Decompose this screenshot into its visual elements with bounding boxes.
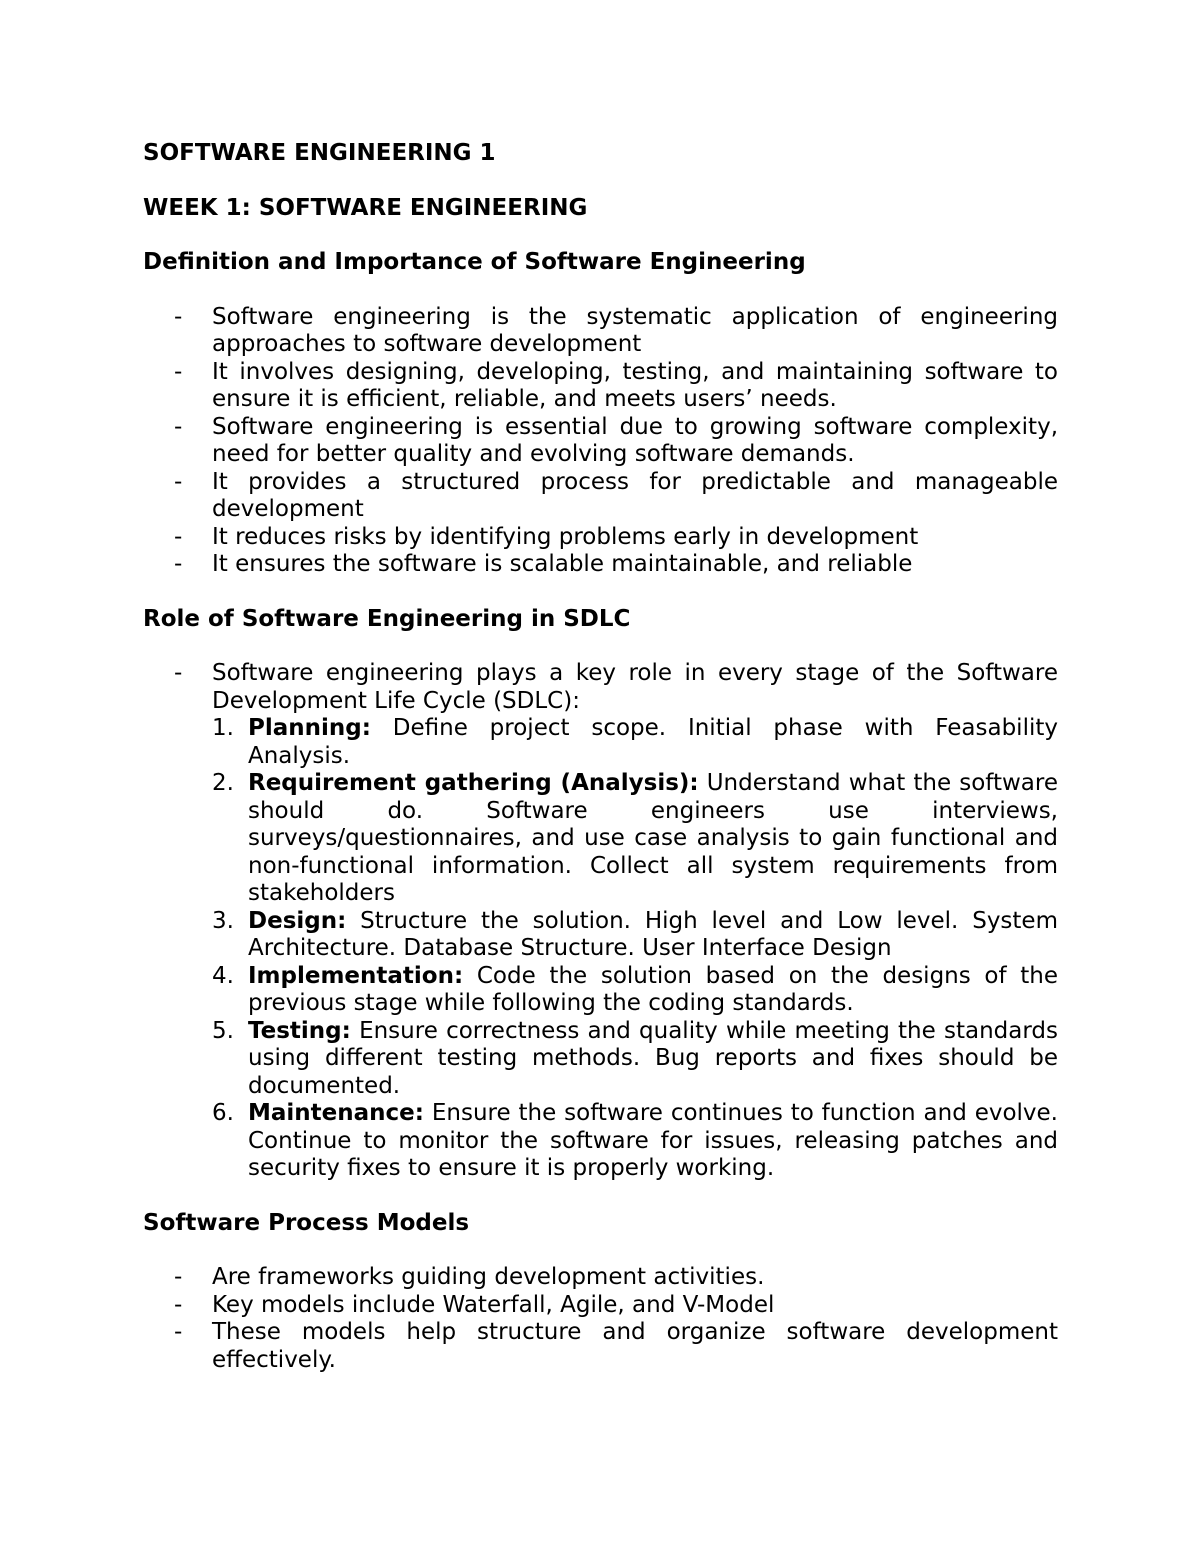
sdlc-step bbox=[212, 1018, 1058, 1101]
list-item bbox=[143, 524, 1058, 552]
step-number: 3. bbox=[212, 907, 234, 934]
bullet-marker: - bbox=[174, 1291, 183, 1318]
bullet-marker: - bbox=[174, 660, 183, 686]
list-item bbox=[143, 660, 1058, 1183]
section-title-models: Software Process Models bbox=[143, 1209, 470, 1236]
step-label: Planning: bbox=[248, 715, 371, 741]
step-text: Structure the solution. High level and Low level. System Architecture. Database Structure. User Interface Design bbox=[248, 907, 1058, 961]
list-item bbox=[143, 304, 1058, 359]
definition-bullet-list bbox=[143, 304, 1058, 579]
role-bullet-list bbox=[143, 660, 1058, 1183]
step-number: 6. bbox=[212, 1100, 234, 1126]
bullet-marker: - bbox=[174, 413, 183, 440]
list-item-text: Software engineering is essential due to growing software complexity, need for better quality and evolving software demands. bbox=[212, 413, 1058, 467]
step-text: Code the solution based on the designs of the previous stage while following the coding standards. bbox=[248, 962, 1058, 1016]
list-item bbox=[143, 1264, 1058, 1292]
step-number: 1. bbox=[212, 715, 234, 741]
step-label: Design: bbox=[248, 907, 347, 934]
week-heading: WEEK 1: SOFTWARE ENGINEERING bbox=[143, 194, 588, 221]
step-text: Ensure the software continues to function and evolve. Continue to monitor the software for issues, releasing patches and security fixes to ensure it is properly working. bbox=[248, 1100, 1058, 1181]
section-title-role: Role of Software Engineering in SDLC bbox=[143, 605, 631, 632]
list-item-text: It reduces risks by identifying problems early in development bbox=[212, 523, 919, 550]
list-item-text: These models help structure and organize software development effectively. bbox=[212, 1319, 1058, 1373]
sdlc-steps-list bbox=[212, 715, 1058, 1183]
step-number: 4. bbox=[212, 962, 234, 989]
models-bullet-list bbox=[143, 1264, 1058, 1374]
sdlc-step bbox=[212, 908, 1058, 963]
bullet-marker: - bbox=[174, 1264, 183, 1290]
sdlc-step bbox=[212, 715, 1058, 770]
step-label: Maintenance: bbox=[248, 1100, 424, 1126]
step-text: Ensure correctness and quality while meeting the standards using different testing methods. Bug reports and fixes should be documented. bbox=[248, 1017, 1058, 1099]
bullet-marker: - bbox=[174, 523, 183, 550]
step-number: 5. bbox=[212, 1017, 234, 1044]
list-item-text: Are frameworks guiding development activities. bbox=[212, 1264, 765, 1290]
step-text: Understand what the software should do. Software engineers use interviews, surveys/questionnaires, and use case analysis to gain functional and non-functional information. Collect all system requirements from stakeholders bbox=[248, 770, 1058, 906]
list-item bbox=[143, 359, 1058, 414]
list-item bbox=[143, 1319, 1058, 1374]
list-item-text: It ensures the software is scalable maintainable, and reliable bbox=[212, 551, 913, 577]
list-item bbox=[143, 1292, 1058, 1320]
list-item-text: Key models include Waterfall, Agile, and V-Model bbox=[212, 1291, 775, 1318]
list-item bbox=[143, 414, 1058, 469]
list-item-text: Software engineering is the systematic application of engineering approaches to software development bbox=[212, 303, 1058, 357]
bullet-marker: - bbox=[174, 468, 183, 495]
step-text: Define project scope. Initial phase with Feasability Analysis. bbox=[248, 715, 1058, 769]
sdlc-step bbox=[212, 963, 1058, 1018]
list-item-text: It provides a structured process for predictable and manageable development bbox=[212, 468, 1058, 522]
document-title: SOFTWARE ENGINEERING 1 bbox=[143, 140, 496, 166]
step-label: Testing: bbox=[248, 1017, 351, 1044]
section-title-definition: Definition and Importance of Software Engineering bbox=[143, 249, 806, 275]
list-item-text: Software engineering plays a key role in every stage of the Software Development Life Cycle (SDLC): bbox=[212, 660, 1058, 714]
sdlc-step bbox=[212, 1100, 1058, 1183]
step-label: Implementation: bbox=[248, 962, 464, 989]
step-label: Requirement gathering (Analysis): bbox=[248, 770, 699, 796]
sdlc-step bbox=[212, 770, 1058, 908]
bullet-marker: - bbox=[174, 551, 183, 577]
step-number: 2. bbox=[212, 770, 234, 796]
list-item bbox=[143, 469, 1058, 524]
bullet-marker: - bbox=[174, 303, 183, 330]
list-item bbox=[143, 551, 1058, 579]
bullet-marker: - bbox=[174, 358, 183, 385]
list-item-text: It involves designing, developing, testing, and maintaining software to ensure it is efficient, reliable, and meets users’ needs. bbox=[212, 358, 1058, 412]
bullet-marker: - bbox=[174, 1319, 183, 1345]
